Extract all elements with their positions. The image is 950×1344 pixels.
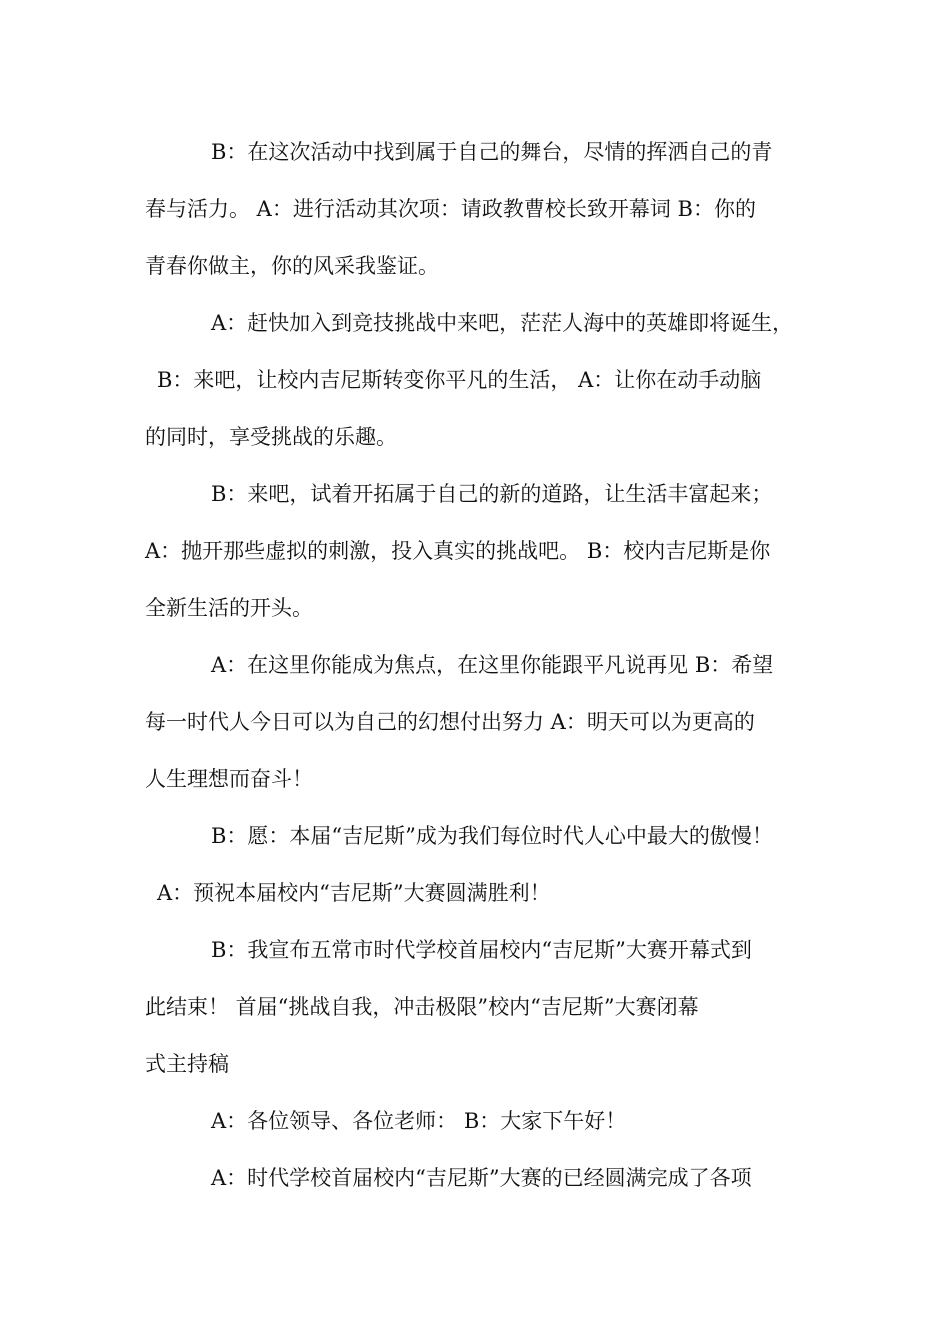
text-line: 青春你做主，你的风采我鉴证。 [145,254,439,278]
text-line: 式主持稿 [145,1052,229,1076]
text-line: B：来吧，试着开拓属于自己的新的道路，让生活丰富起来； [211,482,773,506]
text-line: A：抛开那些虚拟的刺激，投入真实的挑战吧。 B：校内吉尼斯是你 [145,539,771,563]
text-line: A：预祝本届校内“吉尼斯”大赛圆满胜利！ [157,881,551,905]
text-line: 此结束！ 首届“挑战自我，冲击极限”校内“吉尼斯”大赛闭幕 [145,995,699,1019]
text-line: B：愿：本届“吉尼斯”成为我们每位时代人心中最大的傲慢！ [211,824,773,848]
text-line: 全新生活的开头。 [145,596,313,620]
text-line: B：我宣布五常市时代学校首届校内“吉尼斯”大赛开幕式到 [211,938,752,962]
text-line: A：各位领导、各位老师： B：大家下午好！ [211,1109,627,1133]
text-line: 每一时代人今日可以为自己的幻想付出努力 A：明天可以为更高的 [145,710,755,734]
text-line: 人生理想而奋斗！ [145,767,313,791]
text-line: B：来吧，让校内吉尼斯转变你平凡的生活， A：让你在动手动脑 [157,368,762,392]
text-line: 春与活力。 A：进行活动其次项：请政教曹校长致开幕词 B：你的 [145,197,756,221]
text-line: A：在这里你能成为焦点，在这里你能跟平凡说再见 B：希望 [211,653,774,677]
text-line: B：在这次活动中找到属于自己的舞台，尽情的挥洒自己的青 [211,140,773,164]
text-line: 的同时，享受挑战的乐趣。 [145,425,397,449]
text-line: A：赶快加入到竞技挑战中来吧，茫茫人海中的英雄即将诞生， [211,311,794,335]
text-line: A：时代学校首届校内“吉尼斯”大赛的已经圆满完成了各项 [211,1166,752,1190]
